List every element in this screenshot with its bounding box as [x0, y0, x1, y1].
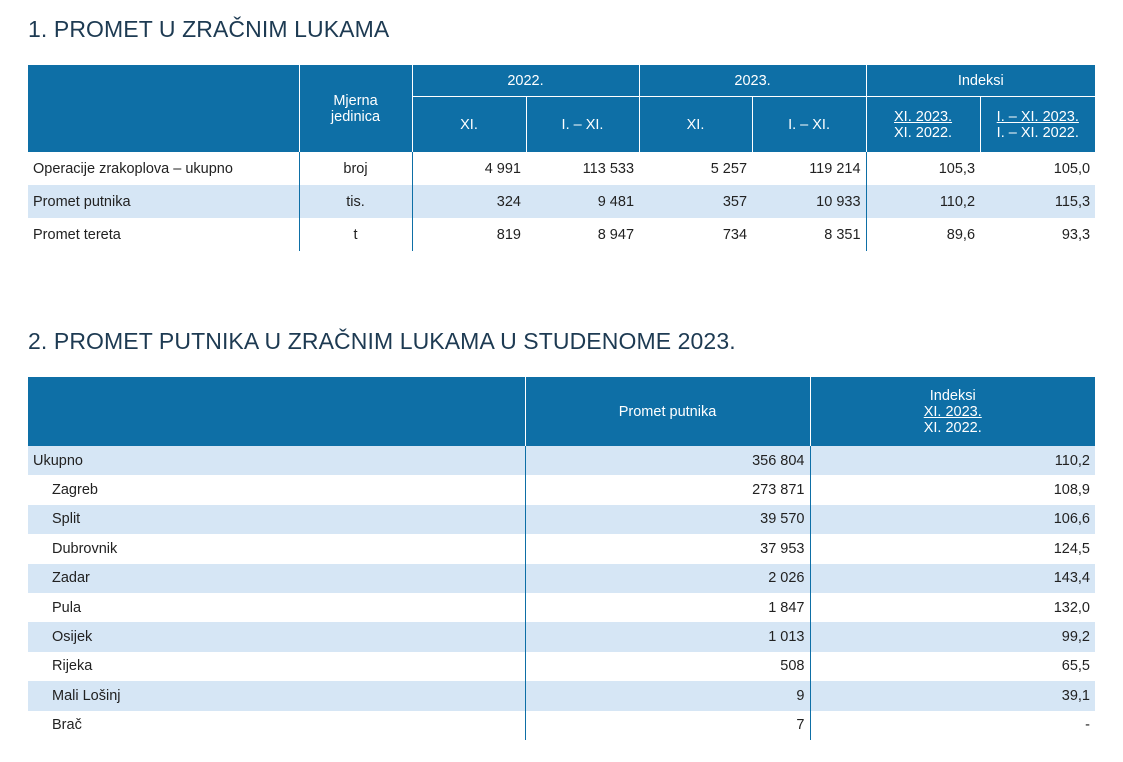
cell-ixi-2022: 8 947 [597, 226, 635, 243]
row-label: Pula [52, 599, 82, 616]
row-label: Promet putnika [28, 185, 299, 218]
table-row [28, 475, 1095, 504]
row-label: Rijeka [52, 658, 93, 675]
cell-index: 110,2 [810, 446, 1095, 475]
cell-index: 124,5 [810, 534, 1095, 563]
index-denominator: XI. 2022. [923, 419, 982, 436]
header-index-xi [866, 97, 980, 153]
header-empty-cell [28, 65, 299, 152]
cell-index-xi: 110,2 [866, 185, 980, 218]
cell-xi-2023: 734 [722, 226, 748, 243]
table-row [28, 185, 1095, 218]
table-row [28, 446, 1095, 475]
header-xi-2023: XI. [639, 97, 752, 153]
cell-xi-2022: 324 [412, 185, 526, 218]
header-index [810, 377, 1095, 446]
header-year-2022: 2022. [412, 65, 639, 97]
passenger-traffic-table [28, 377, 1095, 740]
index-xi-denominator: XI. 2022. [894, 124, 953, 141]
section-title-passenger-traffic: 2. PROMET PUTNIKA U ZRAČNIM LUKAMA U STUDENOME 2023. [28, 328, 736, 354]
row-unit: broj [299, 152, 412, 185]
cell-passengers: 1 013 [525, 622, 810, 651]
row-unit: tis. [299, 185, 412, 218]
cell-passengers: 7 [525, 711, 810, 740]
cell-passengers: 1 847 [525, 593, 810, 622]
row-label: Zadar [28, 564, 525, 593]
cell-index: 39,1 [810, 681, 1095, 710]
cell-xi-2022: 819 [412, 218, 526, 251]
row-label: Ukupno [28, 446, 525, 475]
index-xi-numerator: XI. 2023. [894, 108, 953, 125]
index-ixi-denominator: I. – XI. 2022. [996, 124, 1079, 141]
cell-passengers: 2 026 [525, 564, 810, 593]
index-ixi-numerator: I. – XI. 2023. [996, 108, 1079, 125]
cell-ixi-2022: 9 481 [526, 185, 639, 218]
cell-ixi-2023: 8 351 [824, 226, 861, 243]
cell-xi-2023: 5 257 [710, 160, 748, 177]
cell-ixi-2022: 113 533 [582, 160, 635, 177]
cell-passengers: 508 [525, 652, 810, 681]
section-title-airport-traffic: 1. PROMET U ZRAČNIM LUKAMA [28, 16, 390, 42]
cell-index-xi: 105,3 [866, 152, 980, 185]
table-row [28, 564, 1095, 593]
row-label: Mali Lošinj [28, 681, 525, 710]
cell-index-ixi: 105,0 [1053, 160, 1091, 177]
cell-ixi-2023: 10 933 [752, 185, 866, 218]
cell-passengers: 37 953 [525, 534, 810, 563]
row-label: Split [28, 505, 525, 534]
row-label: Promet tereta [33, 226, 121, 243]
header-empty-cell [28, 377, 525, 446]
cell-passengers: 9 [525, 681, 810, 710]
header-ixi-2023: I. – XI. [752, 97, 866, 153]
row-label: Dubrovnik [52, 540, 118, 557]
header-indices: Indeksi [866, 65, 1095, 97]
row-label: Operacije zrakoplova – ukupno [33, 160, 233, 177]
header-passengers: Promet putnika [525, 377, 810, 446]
header-xi-2022: XI. [412, 97, 526, 153]
table-row [28, 505, 1095, 534]
header-index-ixi [980, 97, 1095, 153]
table-row [28, 681, 1095, 710]
table-row [28, 534, 1095, 563]
cell-ixi-2023: 119 214 [809, 160, 861, 177]
header-year-2023: 2023. [639, 65, 866, 97]
table-row [28, 218, 1095, 251]
cell-xi-2023: 357 [639, 185, 752, 218]
index-numerator: XI. 2023. [923, 403, 982, 420]
cell-index: - [810, 711, 1095, 740]
cell-index: 106,6 [810, 505, 1095, 534]
row-label: Zagreb [52, 482, 98, 499]
cell-index: 132,0 [810, 593, 1095, 622]
index-label: Indeksi [929, 387, 976, 404]
cell-index-ixi: 115,3 [980, 185, 1095, 218]
table-row [28, 711, 1095, 740]
row-unit: t [299, 218, 412, 251]
table-row [28, 622, 1095, 651]
row-label: Brač [52, 717, 82, 734]
cell-index: 99,2 [810, 622, 1095, 651]
cell-index-ixi: 93,3 [1061, 226, 1091, 243]
cell-passengers: 273 871 [525, 475, 810, 504]
header-ixi-2022: I. – XI. [526, 97, 639, 153]
cell-index-xi: 89,6 [866, 218, 980, 251]
header-unit: Mjerna jedinica [299, 65, 412, 152]
row-label: Osijek [28, 622, 525, 651]
cell-index: 65,5 [810, 652, 1095, 681]
table-row [28, 652, 1095, 681]
table-row [28, 593, 1095, 622]
cell-index: 143,4 [810, 564, 1095, 593]
cell-passengers: 39 570 [525, 505, 810, 534]
table-row [28, 152, 1095, 185]
cell-xi-2022: 4 991 [412, 152, 526, 185]
cell-passengers: 356 804 [525, 446, 810, 475]
cell-index: 108,9 [810, 475, 1095, 504]
airport-traffic-table [28, 65, 1095, 251]
